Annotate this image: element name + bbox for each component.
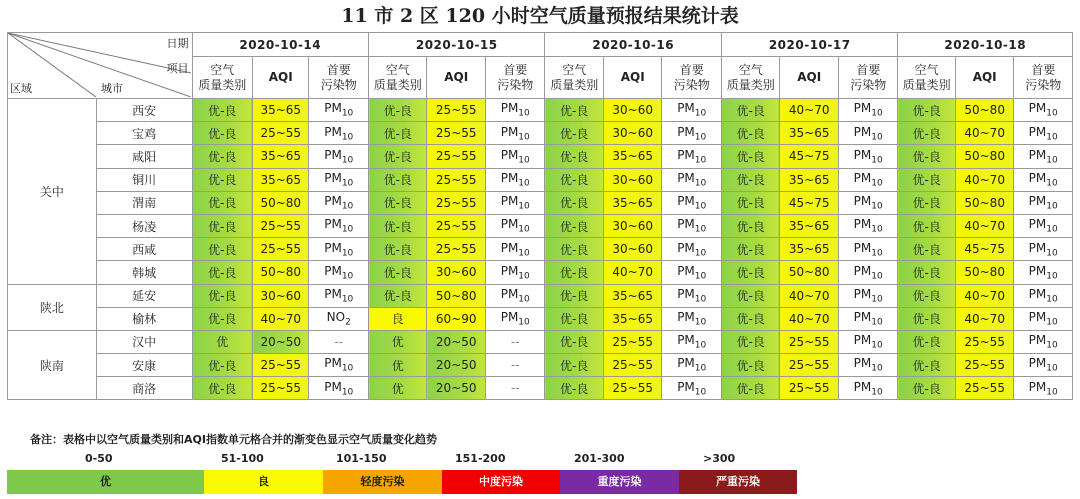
aqi-color-legend: [7, 470, 797, 494]
category-cell: 优-良: [192, 284, 253, 307]
pollutant-cell: $PM_{10}$: [309, 238, 369, 261]
aqi-cell: 25~55: [253, 354, 309, 377]
category-subheader: 空气 质量类别: [721, 57, 779, 99]
category-cell: 优-良: [898, 284, 955, 307]
category-cell: 优-良: [545, 122, 603, 145]
category-cell: 优-良: [192, 354, 253, 377]
pollutant-cell: $NO_2$: [309, 307, 369, 330]
category-cell: 优-良: [721, 214, 779, 237]
aqi-cell: 30~60: [603, 99, 661, 122]
aqi-cell: 25~55: [427, 122, 485, 145]
pollutant-cell: $PM_{10}$: [662, 307, 722, 330]
aqi-cell: 25~55: [253, 214, 309, 237]
aqi-cell: 25~55: [253, 377, 309, 400]
table-row: [8, 238, 1073, 261]
category-cell: 优-良: [721, 284, 779, 307]
aqi-cell: 25~55: [603, 354, 661, 377]
category-cell: 优-良: [545, 354, 603, 377]
aqi-cell: 35~65: [253, 168, 309, 191]
category-cell: 优-良: [721, 261, 779, 284]
category-cell: 优-良: [721, 307, 779, 330]
pollutant-cell: $PM_{10}$: [1014, 145, 1073, 168]
pollutant-cell: $PM_{10}$: [1014, 214, 1073, 237]
table-row: [8, 191, 1073, 214]
corner-diagonal-lines: [8, 33, 191, 97]
pollutant-subheader: 首要 污染物: [662, 57, 722, 99]
pollutant-cell: $PM_{10}$: [485, 307, 545, 330]
aqi-cell: 35~65: [780, 238, 838, 261]
pollutant-cell: $PM_{10}$: [309, 377, 369, 400]
table-row: [8, 145, 1073, 168]
category-subheader: 空气 质量类别: [898, 57, 955, 99]
pollutant-cell: $PM_{10}$: [838, 122, 898, 145]
category-cell: 优-良: [898, 377, 955, 400]
category-cell: 优-良: [721, 99, 779, 122]
aqi-cell: 20~50: [427, 354, 485, 377]
scale-range: >300: [703, 452, 736, 465]
pollutant-cell: $PM_{10}$: [838, 191, 898, 214]
city-cell: 杨凌: [96, 214, 192, 237]
pollutant-cell: $PM_{10}$: [1014, 330, 1073, 353]
aqi-cell: 30~60: [603, 238, 661, 261]
category-subheader: 空气 质量类别: [192, 57, 253, 99]
pollutant-cell: $PM_{10}$: [1014, 168, 1073, 191]
category-cell: 优-良: [369, 238, 427, 261]
aqi-cell: 25~55: [253, 238, 309, 261]
category-cell: 优-良: [545, 145, 603, 168]
date-header: 2020-10-14: [192, 33, 368, 57]
table-row: [8, 307, 1073, 330]
page-title: 11 市 2 区 120 小时空气质量预报结果统计表: [341, 5, 739, 27]
category-cell: 优: [369, 354, 427, 377]
pollutant-cell: $PM_{10}$: [838, 145, 898, 168]
aqi-cell: 60~90: [427, 307, 485, 330]
city-cell: 延安: [96, 284, 192, 307]
aqi-cell: 35~65: [780, 214, 838, 237]
pollutant-cell: $PM_{10}$: [485, 168, 545, 191]
aqi-cell: 25~55: [955, 330, 1013, 353]
aqi-cell: 25~55: [427, 168, 485, 191]
category-cell: 优-良: [898, 168, 955, 191]
table-note: 备注：表格中以空气质量类别和AQI指数单元格合并的渐变色显示空气质量变化趋势: [30, 433, 437, 446]
pollutant-cell: $PM_{10}$: [838, 168, 898, 191]
table-row: [8, 99, 1073, 122]
category-cell: 优-良: [369, 99, 427, 122]
aqi-cell: 35~65: [603, 307, 661, 330]
category-cell: 优: [369, 330, 427, 353]
pollutant-cell: --: [485, 354, 545, 377]
table-row: [8, 377, 1073, 400]
aqi-scale-ranges: [7, 452, 1073, 466]
category-cell: 优-良: [192, 238, 253, 261]
pollutant-cell: $PM_{10}$: [485, 191, 545, 214]
pollutant-cell: $PM_{10}$: [662, 99, 722, 122]
category-cell: 优-良: [369, 261, 427, 284]
category-cell: 良: [369, 307, 427, 330]
aqi-cell: 20~50: [253, 330, 309, 353]
category-cell: 优-良: [545, 214, 603, 237]
aqi-cell: 35~65: [253, 99, 309, 122]
pollutant-cell: $PM_{10}$: [838, 261, 898, 284]
pollutant-cell: $PM_{10}$: [1014, 284, 1073, 307]
category-cell: 优-良: [192, 377, 253, 400]
aqi-cell: 25~55: [427, 145, 485, 168]
aqi-cell: 50~80: [955, 145, 1013, 168]
aqi-cell: 25~55: [427, 99, 485, 122]
aqi-cell: 40~70: [955, 168, 1013, 191]
city-cell: 韩城: [96, 261, 192, 284]
region-cell: 陕南: [8, 330, 97, 400]
aqi-cell: 25~55: [955, 377, 1013, 400]
category-cell: 优-良: [369, 214, 427, 237]
table-row: [8, 261, 1073, 284]
scale-range: 201-300: [574, 452, 625, 465]
category-cell: 优-良: [192, 214, 253, 237]
scale-range: 0-50: [85, 452, 113, 465]
pollutant-subheader: 首要 污染物: [838, 57, 898, 99]
pollutant-cell: --: [485, 330, 545, 353]
aqi-cell: 50~80: [955, 99, 1013, 122]
aqi-cell: 25~55: [253, 122, 309, 145]
aqi-cell: 50~80: [427, 284, 485, 307]
pollutant-cell: $PM_{10}$: [485, 261, 545, 284]
date-header: 2020-10-17: [721, 33, 897, 57]
legend-swatch: 轻度污染: [323, 470, 442, 494]
category-cell: 优-良: [545, 238, 603, 261]
pollutant-cell: $PM_{10}$: [485, 238, 545, 261]
category-subheader: 空气 质量类别: [369, 57, 427, 99]
pollutant-cell: $PM_{10}$: [1014, 307, 1073, 330]
corner-date-label: 日期: [166, 37, 189, 50]
city-cell: 渭南: [96, 191, 192, 214]
category-cell: 优-良: [898, 330, 955, 353]
aqi-subheader: AQI: [955, 57, 1013, 99]
aqi-cell: 25~55: [427, 214, 485, 237]
aqi-subheader: AQI: [427, 57, 485, 99]
category-cell: 优-良: [545, 284, 603, 307]
pollutant-cell: $PM_{10}$: [1014, 354, 1073, 377]
table-row: [8, 354, 1073, 377]
date-header: 2020-10-16: [545, 33, 721, 57]
table-row: [8, 284, 1073, 307]
city-cell: 榆林: [96, 307, 192, 330]
aqi-cell: 30~60: [427, 261, 485, 284]
aqi-cell: 30~60: [603, 168, 661, 191]
category-cell: 优-良: [721, 330, 779, 353]
aqi-cell: 30~60: [603, 214, 661, 237]
pollutant-cell: $PM_{10}$: [662, 377, 722, 400]
aqi-cell: 25~55: [780, 377, 838, 400]
aqi-cell: 35~65: [603, 191, 661, 214]
category-cell: 优-良: [545, 191, 603, 214]
aqi-cell: 40~70: [955, 122, 1013, 145]
aqi-cell: 50~80: [955, 191, 1013, 214]
pollutant-subheader: 首要 污染物: [309, 57, 369, 99]
pollutant-cell: $PM_{10}$: [1014, 377, 1073, 400]
pollutant-cell: $PM_{10}$: [662, 284, 722, 307]
pollutant-cell: $PM_{10}$: [662, 238, 722, 261]
pollutant-cell: $PM_{10}$: [485, 284, 545, 307]
region-cell: 陕北: [8, 284, 97, 330]
pollutant-cell: $PM_{10}$: [838, 307, 898, 330]
category-cell: 优-良: [369, 284, 427, 307]
aqi-cell: 35~65: [603, 284, 661, 307]
aqi-cell: 40~70: [955, 307, 1013, 330]
pollutant-cell: $PM_{10}$: [1014, 191, 1073, 214]
aqi-cell: 25~55: [427, 191, 485, 214]
scale-range: 101-150: [336, 452, 387, 465]
table-corner-header: [8, 33, 193, 99]
aqi-cell: 40~70: [253, 307, 309, 330]
aqi-cell: 35~65: [603, 145, 661, 168]
aqi-cell: 25~55: [603, 330, 661, 353]
city-cell: 铜川: [96, 168, 192, 191]
category-cell: 优-良: [192, 122, 253, 145]
category-cell: 优-良: [545, 261, 603, 284]
corner-city-label: 城市: [101, 82, 123, 95]
pollutant-cell: $PM_{10}$: [309, 214, 369, 237]
table-row: [8, 330, 1073, 353]
category-cell: 优-良: [369, 168, 427, 191]
aqi-cell: 50~80: [253, 191, 309, 214]
aqi-cell: 45~75: [780, 145, 838, 168]
pollutant-cell: $PM_{10}$: [838, 99, 898, 122]
corner-region-label: 区域: [10, 82, 32, 95]
legend-swatch: 中度污染: [442, 470, 560, 494]
legend-swatch: 严重污染: [679, 470, 797, 494]
category-cell: 优-良: [545, 99, 603, 122]
pollutant-cell: $PM_{10}$: [1014, 261, 1073, 284]
date-header: 2020-10-18: [898, 33, 1073, 57]
category-cell: 优-良: [898, 307, 955, 330]
pollutant-cell: $PM_{10}$: [485, 122, 545, 145]
pollutant-cell: $PM_{10}$: [838, 284, 898, 307]
category-cell: 优-良: [898, 122, 955, 145]
city-cell: 宝鸡: [96, 122, 192, 145]
category-cell: 优-良: [369, 122, 427, 145]
aqi-cell: 25~55: [780, 330, 838, 353]
pollutant-cell: $PM_{10}$: [662, 145, 722, 168]
category-cell: 优-良: [192, 168, 253, 191]
aqi-cell: 45~75: [780, 191, 838, 214]
category-cell: 优-良: [721, 377, 779, 400]
pollutant-cell: $PM_{10}$: [838, 330, 898, 353]
pollutant-cell: $PM_{10}$: [662, 168, 722, 191]
legend-swatch: 重度污染: [560, 470, 679, 494]
category-cell: 优-良: [721, 122, 779, 145]
category-cell: 优: [192, 330, 253, 353]
category-cell: 优-良: [545, 377, 603, 400]
aqi-cell: 50~80: [253, 261, 309, 284]
pollutant-cell: $PM_{10}$: [485, 214, 545, 237]
category-cell: 优-良: [192, 99, 253, 122]
category-cell: 优-良: [898, 145, 955, 168]
category-cell: 优-良: [545, 307, 603, 330]
city-cell: 安康: [96, 354, 192, 377]
aqi-subheader: AQI: [603, 57, 661, 99]
pollutant-cell: $PM_{10}$: [1014, 99, 1073, 122]
region-cell: 关中: [8, 99, 97, 285]
pollutant-cell: $PM_{10}$: [662, 261, 722, 284]
table-row: [8, 122, 1073, 145]
pollutant-cell: $PM_{10}$: [838, 354, 898, 377]
city-cell: 咸阳: [96, 145, 192, 168]
category-cell: 优-良: [545, 330, 603, 353]
aqi-cell: 35~65: [253, 145, 309, 168]
pollutant-cell: $PM_{10}$: [485, 145, 545, 168]
pollutant-cell: $PM_{10}$: [1014, 122, 1073, 145]
category-cell: 优-良: [369, 191, 427, 214]
category-cell: 优-良: [898, 354, 955, 377]
category-cell: 优-良: [192, 261, 253, 284]
pollutant-cell: $PM_{10}$: [309, 145, 369, 168]
aqi-cell: 40~70: [955, 284, 1013, 307]
category-cell: 优-良: [545, 168, 603, 191]
category-cell: 优-良: [721, 238, 779, 261]
table-row: [8, 168, 1073, 191]
aqi-subheader: AQI: [780, 57, 838, 99]
pollutant-subheader: 首要 污染物: [485, 57, 545, 99]
category-cell: 优-良: [898, 238, 955, 261]
aqi-cell: 45~75: [955, 238, 1013, 261]
city-cell: 汉中: [96, 330, 192, 353]
pollutant-cell: $PM_{10}$: [309, 261, 369, 284]
aqi-cell: 25~55: [780, 354, 838, 377]
pollutant-cell: $PM_{10}$: [662, 330, 722, 353]
pollutant-cell: $PM_{10}$: [309, 191, 369, 214]
scale-range: 151-200: [455, 452, 506, 465]
scale-range: 51-100: [221, 452, 264, 465]
corner-item-label: 项目: [166, 62, 189, 75]
category-cell: 优-良: [369, 145, 427, 168]
aqi-cell: 30~60: [253, 284, 309, 307]
pollutant-cell: $PM_{10}$: [309, 99, 369, 122]
pollutant-cell: $PM_{10}$: [838, 377, 898, 400]
category-cell: 优-良: [192, 307, 253, 330]
aqi-cell: 50~80: [780, 261, 838, 284]
pollutant-subheader: 首要 污染物: [1014, 57, 1073, 99]
aqi-cell: 25~55: [955, 354, 1013, 377]
legend-swatch: 良: [204, 470, 323, 494]
aqi-subheader: AQI: [253, 57, 309, 99]
table-row: [8, 214, 1073, 237]
pollutant-cell: $PM_{10}$: [838, 238, 898, 261]
pollutant-cell: $PM_{10}$: [309, 284, 369, 307]
city-cell: 商洛: [96, 377, 192, 400]
pollutant-cell: $PM_{10}$: [662, 191, 722, 214]
pollutant-cell: $PM_{10}$: [662, 354, 722, 377]
pollutant-cell: $PM_{10}$: [662, 214, 722, 237]
date-header: 2020-10-15: [369, 33, 545, 57]
category-cell: 优-良: [898, 214, 955, 237]
category-cell: 优-良: [898, 191, 955, 214]
category-cell: 优-良: [192, 145, 253, 168]
aqi-cell: 20~50: [427, 377, 485, 400]
forecast-table: [7, 32, 1073, 400]
aqi-cell: 40~70: [780, 284, 838, 307]
aqi-cell: 40~70: [603, 261, 661, 284]
aqi-cell: 20~50: [427, 330, 485, 353]
aqi-cell: 40~70: [955, 214, 1013, 237]
aqi-cell: 40~70: [780, 307, 838, 330]
category-cell: 优-良: [721, 168, 779, 191]
pollutant-cell: $PM_{10}$: [838, 214, 898, 237]
category-cell: 优-良: [721, 191, 779, 214]
category-subheader: 空气 质量类别: [545, 57, 603, 99]
category-cell: 优-良: [898, 261, 955, 284]
category-cell: 优-良: [192, 191, 253, 214]
city-cell: 西安: [96, 99, 192, 122]
aqi-cell: 40~70: [780, 99, 838, 122]
category-cell: 优: [369, 377, 427, 400]
category-cell: 优-良: [898, 99, 955, 122]
pollutant-cell: --: [485, 377, 545, 400]
pollutant-cell: $PM_{10}$: [309, 122, 369, 145]
pollutant-cell: $PM_{10}$: [1014, 238, 1073, 261]
aqi-cell: 50~80: [955, 261, 1013, 284]
aqi-cell: 35~65: [780, 122, 838, 145]
city-cell: 西咸: [96, 238, 192, 261]
pollutant-cell: $PM_{10}$: [485, 99, 545, 122]
category-cell: 优-良: [721, 145, 779, 168]
legend-swatch: 优: [7, 470, 204, 494]
pollutant-cell: $PM_{10}$: [309, 168, 369, 191]
aqi-cell: 35~65: [780, 168, 838, 191]
category-cell: 优-良: [721, 354, 779, 377]
pollutant-cell: $PM_{10}$: [662, 122, 722, 145]
aqi-cell: 25~55: [603, 377, 661, 400]
pollutant-cell: --: [309, 330, 369, 353]
aqi-cell: 25~55: [427, 238, 485, 261]
aqi-cell: 30~60: [603, 122, 661, 145]
pollutant-cell: $PM_{10}$: [309, 354, 369, 377]
